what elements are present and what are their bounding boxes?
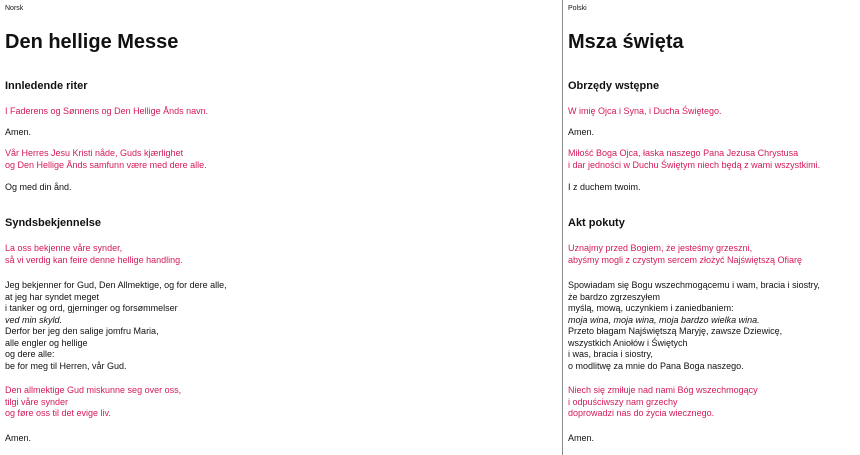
priest-invitation (5, 243, 183, 266)
text-line: Amen. (5, 127, 32, 137)
text-line: i odpuściwszy nam grzechy (568, 396, 678, 407)
text-line: Przeto błagam Najświętszą Maryję, zawsze Dziewicę, (568, 326, 783, 336)
text-line: Amen. (5, 433, 32, 443)
text-line: Niech się zmiłuje nad nami Bóg wszechmogący (568, 385, 758, 395)
confiteor (5, 280, 227, 372)
text-line: Amen. (568, 433, 595, 443)
text-line: Vår Herres Jesu Kristi nåde, Guds kjærlighet (5, 148, 184, 158)
text-line: alle engler og hellige (5, 337, 88, 348)
priest-invitation (568, 243, 802, 266)
text-line: ved min skyld. (5, 314, 63, 325)
text-line: moja wina, moja wina, moja bardzo wielka wina. (568, 314, 760, 325)
people-response (5, 433, 31, 445)
absolution (5, 385, 181, 420)
people-response (568, 127, 594, 139)
text-line: Uznajmy przed Bogiem, że jesteśmy grzeszni, (568, 243, 753, 253)
text-line: że bardzo zgrzeszyłem (568, 291, 661, 302)
priest-invocation (568, 106, 722, 118)
confiteor (568, 280, 820, 372)
text-line: i dar jedności w Duchu Świętym niech będą z wami wszystkimi. (568, 159, 821, 170)
text-line: abyśmy mogli z czystym sercem złożyć Najświętszą Ofiarę (568, 254, 803, 265)
people-response (568, 182, 641, 194)
text-line: Spowiadam się Bogu wszechmogącemu i wam, bracia i siostry, (568, 280, 820, 290)
text-line: myślą, mową, uczynkiem i zaniedbaniem: (568, 303, 734, 313)
text-line: Amen. (568, 127, 595, 137)
people-response (5, 182, 72, 194)
text-line: wszystkich Aniołów i Świętych (568, 337, 688, 348)
text-line: Den allmektige Gud miskunne seg over oss, (5, 385, 182, 395)
polish-column (562, 0, 860, 455)
text-line: I Faderens og Sønnens og Den Hellige Ånds navn. (5, 106, 209, 116)
section-heading-introductory-rites: Obrzędy wstępne (568, 80, 660, 92)
priest-greeting (568, 148, 820, 171)
text-line: I z duchem twoim. (568, 182, 641, 192)
text-line: Og med din ånd. (5, 182, 72, 192)
text-line: be for meg til Herren, vår Gud. (5, 360, 127, 371)
section-heading-penitential-act: Syndsbekjennelse (5, 217, 101, 229)
text-line: tilgi våre synder (5, 396, 69, 407)
text-line: så vi verdig kan feire denne hellige handling. (5, 254, 183, 265)
page-title: Msza święta (568, 31, 684, 53)
absolution (568, 385, 758, 420)
text-line: W imię Ojca i Syna, i Ducha Świętego. (568, 106, 722, 116)
text-line: i tanker og ord, gjerninger og forsømmelser (5, 303, 178, 313)
text-line: La oss bekjenne våre synder, (5, 243, 123, 253)
text-line: o modlitwę za mnie do Pana Boga naszego. (568, 360, 744, 371)
text-line: doprowadzi nas do życia wiecznego. (568, 408, 715, 418)
text-line: og dere alle: (5, 349, 55, 359)
text-line: og Den Hellige Ånds samfunn være med dere alle. (5, 159, 207, 170)
text-line: og føre oss til det evige liv. (5, 408, 111, 418)
people-response (5, 127, 31, 139)
people-response (568, 433, 594, 445)
language-label: Norsk (5, 5, 24, 12)
text-line: Derfor ber jeg den salige jomfru Maria, (5, 326, 159, 336)
priest-greeting (5, 148, 207, 171)
section-heading-introductory-rites: Innledende riter (5, 80, 88, 92)
text-line: i was, bracia i siostry, (568, 349, 653, 359)
text-line: Jeg bekjenner for Gud, Den Allmektige, og for dere alle, (5, 280, 227, 290)
text-line: at jeg har syndet meget (5, 291, 100, 302)
language-label: Polski (568, 5, 587, 12)
text-line: Miłość Boga Ojca, łaska naszego Pana Jezusa Chrystusa (568, 148, 799, 158)
section-heading-penitential-act: Akt pokuty (568, 217, 625, 229)
priest-invocation (5, 106, 208, 118)
page-title: Den hellige Messe (5, 31, 179, 53)
